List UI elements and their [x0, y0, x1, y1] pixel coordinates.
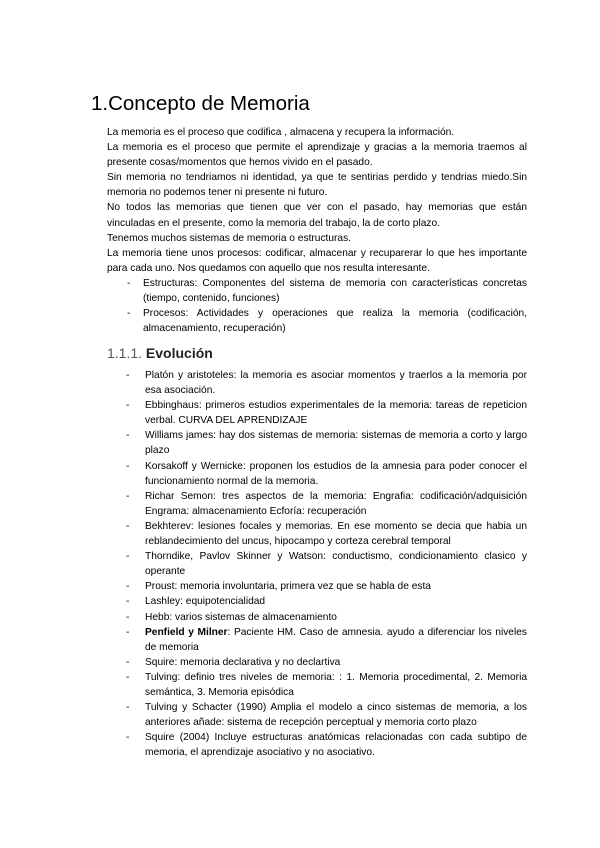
list-item	[118, 428, 527, 458]
list-item-text: Richar Semon: tres aspectos de la memoria: Engrafia: codificación/adquisición Engrama: almacenamiento Ecforía: recuperación	[145, 490, 527, 517]
list-item-text: Procesos: Actividades y operaciones que realiza la memoria (codificación, almacenamiento, recuperación)	[143, 308, 527, 335]
dash-bullet-icon: -	[127, 277, 131, 289]
paragraph: No todos las memorias que tienen que ver con el pasado, hay memorias que están vinculadas en el presente, como la memoria del trabajo, la de corto plazo.	[107, 202, 527, 229]
list-item-text: Lashley: equipotencialidad	[145, 596, 266, 608]
list-item	[118, 730, 527, 760]
list-item	[118, 489, 527, 519]
paragraph: Sin memoria no tendriamos ni identidad, ya que te sentirias perdido y tendrias miedo.Sin memoria no podemos tener ni presente ni futuro.	[107, 172, 527, 199]
list-item-text: Korsakoff y Wernicke: proponen los estudios de la amnesia para poder conocer el funcionamiento normal de la memoria.	[145, 460, 527, 487]
list-item-text: Tulving: definio tres niveles de memoria: : 1. Memoria procedimental, 2. Memoria semántica, 3. Memoria episódica	[145, 671, 527, 698]
dash-bullet-icon: -	[126, 596, 130, 608]
list-item	[118, 459, 527, 489]
list-item	[118, 579, 527, 594]
dash-bullet-icon: -	[126, 430, 130, 442]
list-item-text: Thorndike, Pavlov Skinner y Watson: conductismo, condicionamiento clasico y operante	[145, 551, 527, 578]
evolution-block	[118, 368, 527, 760]
list-item	[118, 368, 527, 398]
evolution-list	[118, 368, 527, 760]
dash-bullet-icon: -	[126, 551, 130, 563]
list-item-bold-text: Penfield y Milner	[145, 626, 228, 638]
list-item	[118, 655, 527, 670]
list-item	[118, 625, 527, 655]
dash-bullet-icon: -	[126, 581, 130, 593]
list-item-text: Proust: memoria involuntaria, primera vez que se habla de esta	[145, 581, 431, 593]
dash-bullet-icon: -	[127, 308, 131, 320]
dash-bullet-icon: -	[126, 671, 130, 683]
subsection-number: 1.1.1.	[107, 345, 143, 361]
list-item	[118, 700, 527, 730]
list-item	[118, 610, 527, 625]
dash-bullet-icon: -	[126, 460, 130, 472]
dash-bullet-icon: -	[126, 611, 130, 623]
list-item-text: Ebbinghaus: primeros estudios experimentales de la memoria: tareas de repeticion verbal. CURVA DEL APRENDIZAJE	[145, 400, 527, 427]
dash-bullet-icon: -	[126, 626, 130, 638]
list-item	[118, 398, 527, 428]
list-item	[118, 594, 527, 609]
subsection-title: Evolución	[145, 345, 213, 361]
list-item	[107, 276, 527, 306]
dash-bullet-icon: -	[126, 490, 130, 502]
list-item-text: Estructuras: Componentes del sistema de memoria con características concretas (tiempo, contenido, funciones)	[143, 277, 527, 305]
section-title: 1.Concepto de Memoria	[91, 92, 310, 115]
paragraph: La memoria es el proceso que codifica , almacena y recupera la información.	[107, 127, 455, 138]
list-item	[107, 306, 527, 336]
list-item	[118, 549, 527, 579]
list-item-text: Squire: memoria declarativa y no declartiva	[145, 656, 341, 668]
paragraph: Tenemos muchos sistemas de memoria o estructuras.	[107, 232, 352, 244]
list-item-text: Squire (2004) Incluye estructuras anatómicas relacionadas con cada subtipo de memoria, el aprendizaje asociativo y no asociativo.	[145, 732, 527, 759]
list-item-text: Hebb: varios sistemas de almacenamiento	[145, 611, 337, 623]
list-item	[118, 519, 527, 549]
list-item-text: Williams james: hay dos sistemas de memoria: sistemas de memoria a corto y largo plazo	[145, 430, 527, 457]
subsection-heading	[107, 345, 213, 361]
list-item	[118, 670, 527, 700]
list-item-text: Platón y aristoteles: la memoria es asociar momentos y traerlos a la memoria por esa asociación.	[145, 370, 527, 397]
dash-bullet-icon: -	[126, 702, 130, 714]
paragraph: La memoria es el proceso que permite el aprendizaje y gracias a la memoria traemos al presente cosas/momentos que hemos vivido en el pasado.	[107, 142, 527, 169]
concept-bullet-list	[107, 276, 527, 336]
dash-bullet-icon: -	[126, 732, 130, 744]
dash-bullet-icon: -	[126, 400, 130, 412]
dash-bullet-icon: -	[126, 520, 130, 532]
list-item-text: Tulving y Schacter (1990) Amplia el modelo a cinco sistemas de memoria, a los anteriores añade: sistema de recepción perceptual y memoria corto plazo	[145, 702, 527, 729]
dash-bullet-icon: -	[126, 656, 130, 668]
paragraph: La memoria tiene unos procesos: codificar, almacenar y recuparerar lo que hes importante para cada uno. Nos quedamos con aquello que nos resulta interesante.	[107, 247, 527, 274]
list-item-text: : Paciente HM. Caso de amnesia. ayudo a diferenciar los niveles de memoria	[145, 626, 527, 653]
intro-text-block	[107, 125, 527, 336]
list-item-text: Bekhterev: lesiones focales y memorias. En ese momento se decia que habia un reblandecimiento del uncus, hipocampo y corteza cerebral temporal	[145, 520, 527, 548]
dash-bullet-icon: -	[126, 370, 130, 381]
